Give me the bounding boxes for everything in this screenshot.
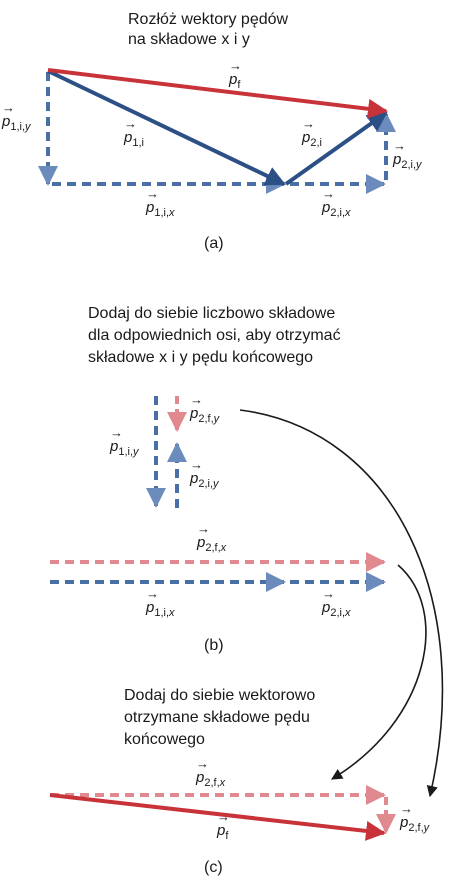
label-p2fy-b: $p_{2,f,}y$ <box>190 405 220 425</box>
panel-b-instruction-line-3: składowe x i y pędu końcowego <box>88 349 314 366</box>
vector-hat: → <box>110 425 123 440</box>
label-pf-c: $p_f$ <box>217 822 229 842</box>
panel-a <box>1 11 423 252</box>
vector-hat: → <box>146 186 159 201</box>
vector-hat: → <box>302 116 315 131</box>
vector-hat: → <box>393 138 406 153</box>
panel-b-instruction-line-2: dla odpowiednich osi, aby otrzymać <box>88 327 341 344</box>
label-p2iy-a: $p_{2,i,}y$ <box>393 151 422 171</box>
vector-pf <box>48 70 386 111</box>
vector-hat: → <box>124 116 137 131</box>
vector-hat: → <box>322 186 335 201</box>
label-p1iy-b: $p_{1,i,}y$ <box>110 438 139 458</box>
label-p2fy-c: $p_{2,f,}y$ <box>400 814 430 834</box>
label-p2iy-b: $p_{2,i,}y$ <box>190 470 219 490</box>
vector-hat: → <box>197 521 210 536</box>
vector-p2i <box>286 113 386 184</box>
curved-arrow-x-component <box>332 565 426 779</box>
panel-b-caption: (b) <box>204 637 224 654</box>
panel-a-caption: (a) <box>204 235 224 252</box>
panel-c-instruction-line-2: otrzymane składowe pędu <box>124 709 310 726</box>
label-p2ix-a: $p_{2,i,}x$ <box>322 199 351 219</box>
label-p2fx-c: $p_{2,f,}x$ <box>196 769 226 789</box>
label-p1iy-a: $p_{1,i,}y$ <box>2 113 31 133</box>
vector-hat: → <box>217 809 230 824</box>
vector-hat: → <box>2 100 15 115</box>
vector-hat: → <box>190 392 203 407</box>
vector-hat: → <box>322 586 335 601</box>
curved-arrow-y-component <box>240 410 442 796</box>
panel-c-instruction-line-1: Dodaj do siebie wektorowo <box>124 687 316 704</box>
vector-hat: → <box>196 756 209 771</box>
panel-b-instruction-line-1: Dodaj do siebie liczbowo składowe <box>88 305 336 322</box>
panel-c <box>50 687 431 876</box>
panel-a-instruction-line-1: Rozłóż wektory pędów <box>128 11 289 28</box>
vector-hat: → <box>229 58 242 73</box>
panel-b <box>50 305 384 654</box>
vector-hat: → <box>400 801 413 816</box>
label-p1ix-a: $p_{1,i,}x$ <box>146 199 175 219</box>
label-p2fx-b: $p_{2,f,}x$ <box>197 534 227 554</box>
panel-c-caption: (c) <box>204 859 223 876</box>
label-p2ix-b: $p_{2,i,}x$ <box>322 599 351 619</box>
label-pf-a: $p_f$ <box>229 71 241 91</box>
vector-hat: → <box>190 457 203 472</box>
vector-hat: → <box>146 586 159 601</box>
label-p2i-a: $p_{2,i}$ <box>302 129 322 149</box>
panel-a-instruction-line-2: na składowe x i y <box>128 31 250 48</box>
label-p1i-a: $p_{1,i}$ <box>124 129 144 149</box>
vector-p1i <box>48 71 284 184</box>
label-p1ix-b: $p_{1,i,}x$ <box>146 599 175 619</box>
panel-c-instruction-line-3: końcowego <box>124 731 205 748</box>
